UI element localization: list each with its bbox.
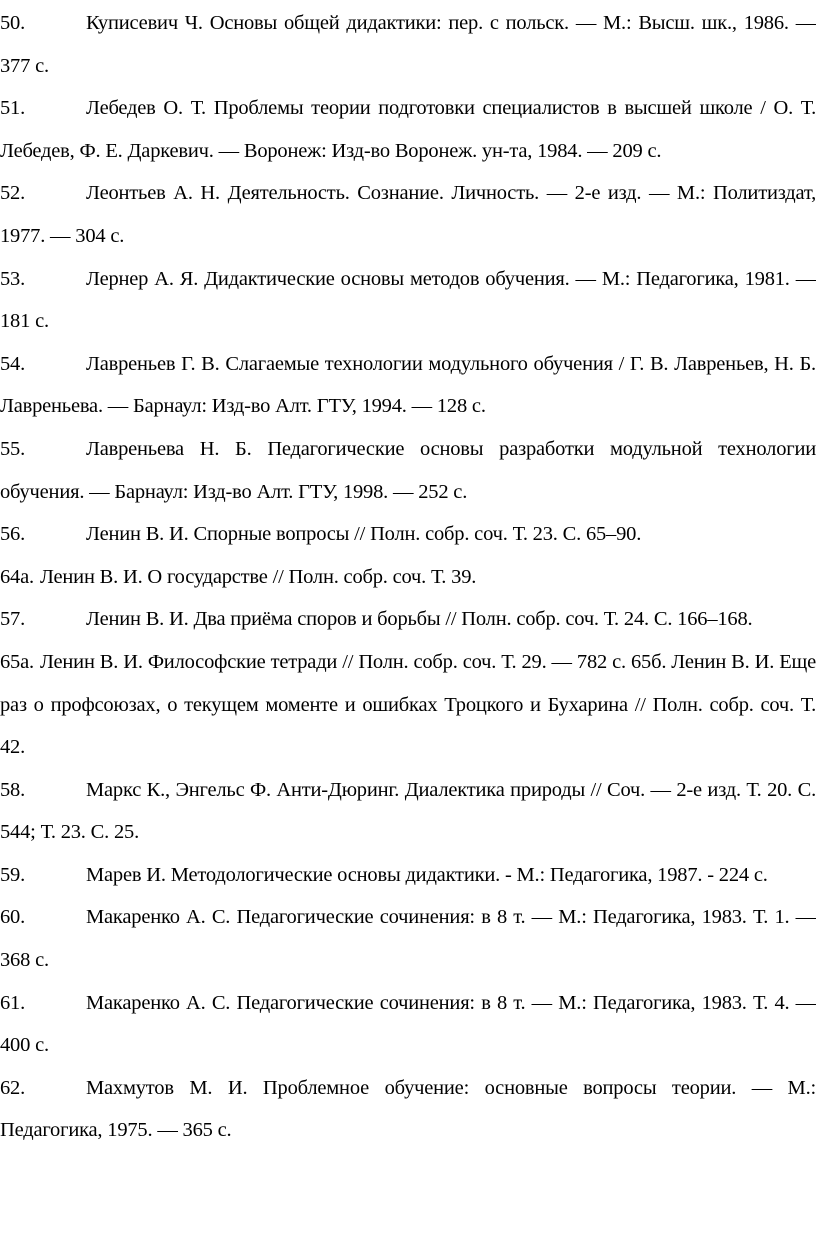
reference-number: 54.	[0, 352, 26, 375]
reference-number: 61.	[0, 991, 26, 1014]
reference-number: 50.	[0, 12, 26, 34]
reference-number: 52.	[0, 182, 26, 205]
reference-text: Куписевич Ч. Основы общей дидактики: пер. с польск. — М.: Высш. шк., 1986. — 377 с.	[0, 12, 816, 77]
reference-text: Ленин В. И. Философские тетради // Полн. собр. соч. Т. 29. — 782 с. 65б. Ленин В. И. Еще раз о профсоюзах, о текущем моменте и ошибках Троцкого и Бухарина // Полн. собр. соч. Т. 42.	[0, 650, 816, 759]
reference-number: 56.	[0, 523, 26, 546]
reference-entry	[0, 2, 816, 87]
reference-number: 64а.	[0, 565, 34, 588]
reference-entry	[0, 513, 816, 556]
reference-number: 55.	[0, 437, 26, 460]
reference-text: Лебедев О. Т. Проблемы теории подготовки специалистов в высшей школе / О. Т. Лебедев, Ф. Е. Даркевич. — Воронеж: Изд-во Воронеж. ун-та, 1984. — 209 с.	[0, 97, 816, 162]
reference-entry	[0, 769, 816, 854]
reference-text: Ленин В. И. Два приёма споров и борьбы // Полн. собр. соч. Т. 24. С. 166–168.	[86, 608, 753, 631]
reference-text: Ленин В. И. Спорные вопросы // Полн. собр. соч. Т. 23. С. 65–90.	[86, 523, 642, 546]
reference-text: Леонтьев А. Н. Деятельность. Сознание. Личность. — 2-е изд. — М.: Политиздат, 1977. — 304 с.	[0, 182, 816, 247]
reference-number: 59.	[0, 863, 26, 886]
reference-number: 65а.	[0, 650, 34, 673]
reference-number: 58.	[0, 778, 26, 801]
reference-entry	[0, 854, 816, 897]
reference-entry	[0, 556, 816, 599]
reference-entry	[0, 343, 816, 428]
reference-text: Маркс К., Энгельс Ф. Анти-Дюринг. Диалектика природы // Соч. — 2-е изд. Т. 20. С. 544; Т. 23. С. 25.	[0, 778, 816, 844]
reference-entry	[0, 641, 816, 769]
reference-number: 62.	[0, 1076, 26, 1099]
reference-text: Лавреньева Н. Б. Педагогические основы разработки модульной технологии обучения. — Барнаул: Изд-во Алт. ГТУ, 1998. — 252 с.	[0, 437, 816, 503]
reference-entry	[0, 87, 816, 172]
reference-entry	[0, 258, 816, 343]
reference-entry	[0, 172, 816, 257]
reference-entry	[0, 598, 816, 641]
reference-entry	[0, 982, 816, 1067]
reference-text: Марев И. Методологические основы дидактики. - М.: Педагогика, 1987. - 224 с.	[86, 863, 768, 886]
reference-number: 57.	[0, 608, 26, 631]
reference-text: Лавреньев Г. В. Слагаемые технологии модульного обучения / Г. В. Лавреньев, Н. Б. Лавреньева. — Барнаул: Изд-во Алт. ГТУ, 1994. — 128 с.	[0, 352, 816, 418]
reference-number: 51.	[0, 97, 26, 120]
reference-entry	[0, 1067, 816, 1152]
reference-text: Макаренко А. С. Педагогические сочинения: в 8 т. — М.: Педагогика, 1983. Т. 4. — 400 с.	[0, 991, 816, 1057]
reference-entry	[0, 428, 816, 513]
reference-text: Махмутов М. И. Проблемное обучение: основные вопросы теории. — М.: Педагогика, 1975. — 365 с.	[0, 1076, 816, 1142]
reference-text: Ленин В. И. О государстве // Полн. собр. соч. Т. 39.	[39, 565, 477, 588]
reference-number: 53.	[0, 267, 26, 290]
reference-text: Лернер А. Я. Дидактические основы методов обучения. — М.: Педагогика, 1981. — 181 с.	[0, 267, 816, 333]
reference-text: Макаренко А. С. Педагогические сочинения: в 8 т. — М.: Педагогика, 1983. Т. 1. — 368 с.	[0, 906, 816, 972]
reference-number: 60.	[0, 906, 26, 929]
reference-entry	[0, 896, 816, 981]
